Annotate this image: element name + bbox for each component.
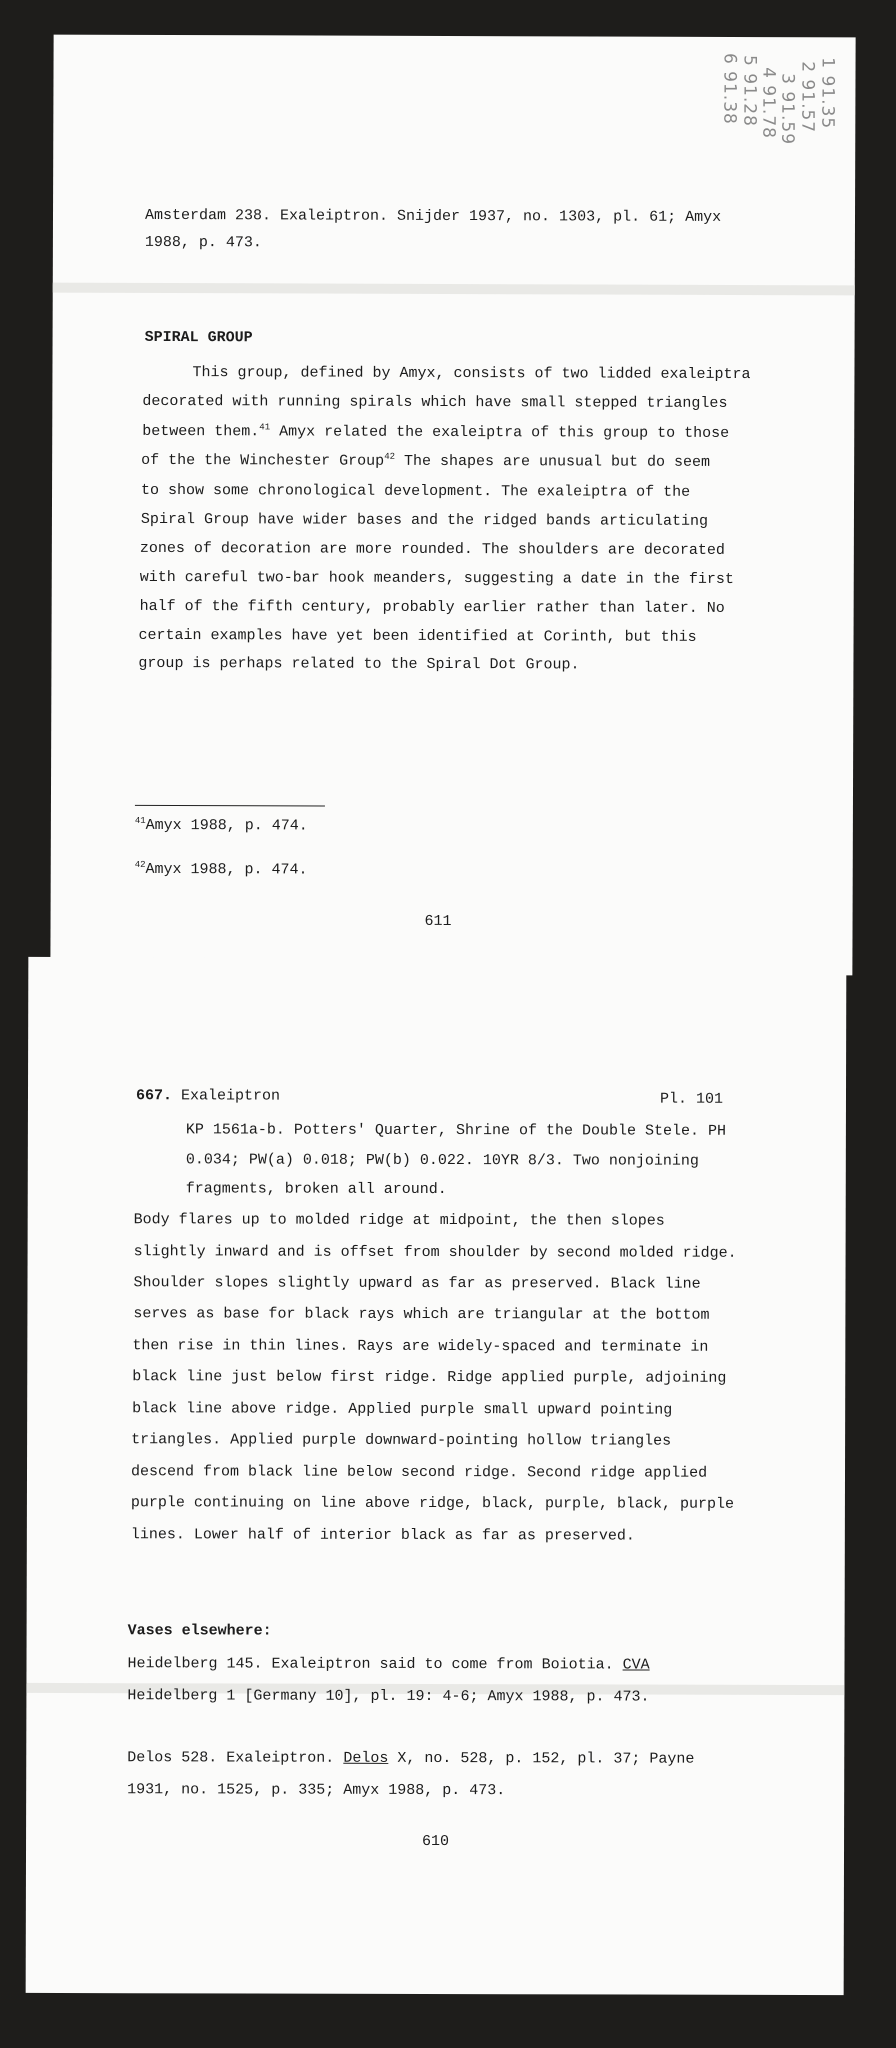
catalog-line: 0.034; PW(a) 0.018; PW(b) 0.022. 10YR 8/3. Two nonjoining <box>185 1151 699 1170</box>
cva-reference: CVA <box>622 1656 650 1674</box>
pencil-note-6: 6 91.38 <box>719 52 740 125</box>
amsterdam-line-2: 1988, p. 473. <box>144 233 262 252</box>
footnote-42: $^{42}$Amyx 1988, p. 474. <box>134 859 308 879</box>
delos-line-1: Delos 528. Exaleiptron. Delos X, no. 528, p. 152, pl. 37; Payne <box>127 1749 695 1768</box>
page-number: 611 <box>424 912 452 930</box>
description-line: then rise in thin lines. Rays are widely-spaced and terminate in <box>132 1337 709 1356</box>
scan-fold-shadow <box>53 283 855 296</box>
paragraph-line: with careful two-bar hook meanders, suggesting a date in the first <box>139 568 734 588</box>
pencil-note-3: 3 91.59 <box>777 73 798 146</box>
pencil-note-2: 2 91.57 <box>797 61 818 134</box>
description-line: descend from black line below second ridge. Second ridge applied <box>130 1463 708 1482</box>
heidelberg-line-2: Heidelberg 1 [Germany 10], pl. 19: 4-6; Amyx 1988, p. 473. <box>127 1687 650 1706</box>
heidelberg-line-1: Heidelberg 145. Exaleiptron said to come from Boiotia. CVA <box>127 1655 650 1674</box>
description-line: Shoulder slopes slightly upward as far as preserved. Black line <box>133 1274 701 1293</box>
paragraph-line: This group, defined by Amyx, consists of two lidded exaleiptra <box>192 364 751 384</box>
description-line: lines. Lower half of interior black as far as preserved. <box>130 1526 635 1545</box>
description-line: black line above ridge. Applied purple small upward pointing <box>132 1400 673 1419</box>
footnote-41: $^{41}$Amyx 1988, p. 474. <box>134 815 308 835</box>
description-line: black line just below first ridge. Ridge applied purple, adjoining <box>132 1368 727 1387</box>
paragraph-line: zones of decoration are more rounded. The shoulders are decorated <box>139 539 725 559</box>
vases-elsewhere-heading: Vases elsewhere: <box>127 1622 272 1640</box>
pencil-note-5: 5 91.28 <box>739 54 760 127</box>
delos-line-2: 1931, no. 1525, p. 335; Amyx 1988, p. 473. <box>127 1781 506 1800</box>
paragraph-line: between them.$^{41}$ Amyx related the exaleiptra of this group to those <box>142 422 730 442</box>
footnote-rule <box>135 805 325 807</box>
plate-reference: Pl. 101 <box>659 1090 724 1108</box>
description-line: purple continuing on line above ridge, black, purple, black, purple <box>130 1494 735 1513</box>
catalog-entry-header <box>136 1087 280 1104</box>
description-line: serves as base for black rays which are triangular at the bottom <box>133 1305 710 1324</box>
catalog-line: fragments, broken all around. <box>185 1180 447 1199</box>
description-line: Body flares up to molded ridge at midpoint, the then slopes <box>133 1211 665 1230</box>
paragraph-line: decorated with running spirals which have small stepped triangles <box>142 392 728 412</box>
description-line: triangles. Applied purple downward-pointing hollow triangles <box>131 1431 672 1450</box>
paragraph-line: half of the fifth century, probably earlier rather than later. No <box>139 597 725 617</box>
footnote-ref[interactable]: 41 <box>259 422 271 433</box>
entry-title: Exaleiptron <box>181 1087 281 1105</box>
page-number: 610 <box>422 1832 450 1851</box>
entry-number: 667. <box>135 1087 173 1105</box>
paragraph-line: of the the Winchester Group$^{42}$ The shapes are unusual but do seem <box>141 451 711 471</box>
catalog-line: KP 1561a-b. Potters' Quarter, Shrine of the Double Stele. PH <box>185 1121 727 1140</box>
paragraph-line: certain examples have yet been identified at Corinth, but this <box>138 626 697 646</box>
pencil-note-1: 1 91.35 <box>817 57 838 130</box>
delos-series-reference: Delos <box>343 1749 389 1767</box>
page-610 <box>26 957 847 1995</box>
page-611 <box>50 35 855 976</box>
footnote-ref[interactable]: 42 <box>384 451 396 462</box>
pencil-note-4: 4 91.78 <box>758 67 779 140</box>
description-line: slightly inward and is offset from shoulder by second molded ridge. <box>133 1243 737 1262</box>
section-heading: SPIRAL GROUP <box>144 328 253 347</box>
paragraph-line: group is perhaps related to the Spiral Dot Group. <box>138 654 580 674</box>
paragraph-line: to show some chronological development. The exaleiptra of the <box>141 481 691 501</box>
amsterdam-line-1: Amsterdam 238. Exaleiptron. Snijder 1937, no. 1303, pl. 61; Amyx <box>144 206 722 226</box>
paragraph-line: Spiral Group have wider bases and the ridged bands articulating <box>140 510 709 530</box>
